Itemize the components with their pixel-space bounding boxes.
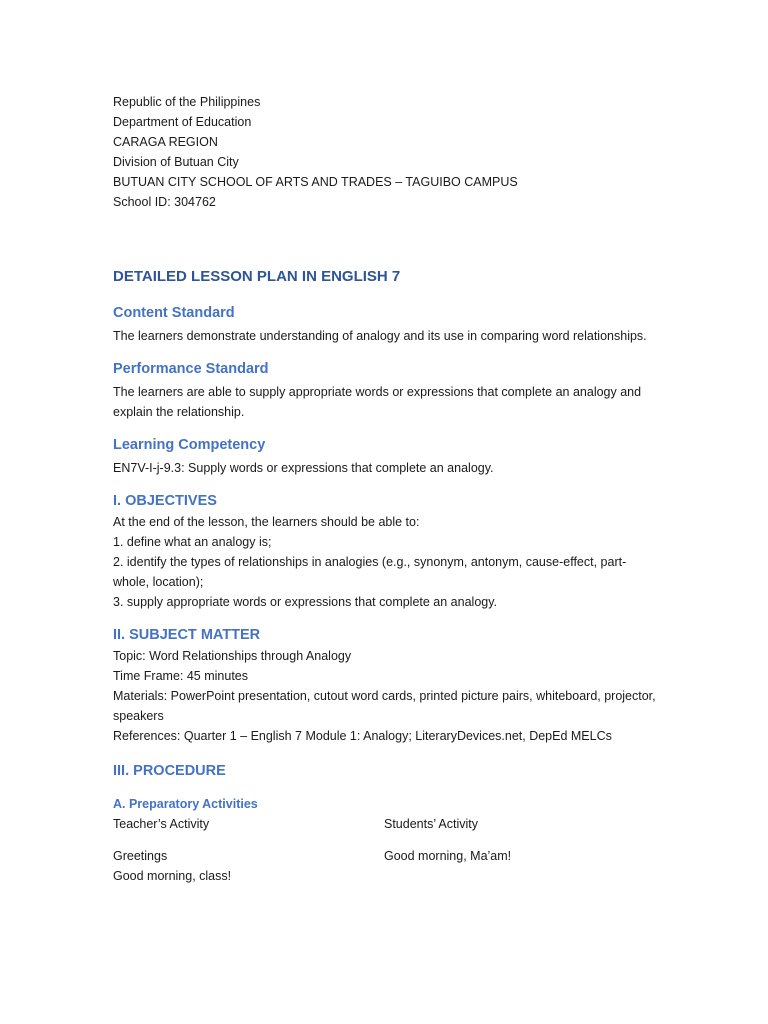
school-header: [113, 92, 658, 212]
objectives-heading: I. OBJECTIVES: [113, 493, 217, 509]
greetings-row: [113, 846, 658, 866]
procedure-section: [113, 760, 658, 886]
teacher-greeting-line: Good morning, class!: [113, 869, 232, 883]
header-school-id: School ID: 304762: [113, 195, 216, 209]
teacher-greetings-label: Greetings: [113, 849, 168, 863]
performance-standard-heading: Performance Standard: [113, 361, 269, 377]
header-region: CARAGA REGION: [113, 135, 218, 149]
subject-materials: Materials: PowerPoint presentation, cutout word cards, printed picture pairs, whiteboard, projector, speakers: [113, 689, 656, 723]
content-standard-heading: Content Standard: [113, 305, 235, 321]
performance-standard-section: [113, 358, 658, 422]
objectives-section: [113, 490, 658, 612]
header-republic: Republic of the Philippines: [113, 95, 261, 109]
learning-competency-text: EN7V-I-j-9.3: Supply words or expressions that complete an analogy.: [113, 461, 494, 475]
objectives-intro: At the end of the lesson, the learners should be able to:: [113, 515, 420, 529]
subject-matter-heading: II. SUBJECT MATTER: [113, 627, 261, 643]
subject-topic: Topic: Word Relationships through Analogy: [113, 649, 352, 663]
header-department: Department of Education: [113, 115, 252, 129]
subject-matter-section: [113, 624, 658, 746]
teacher-activity-column: Teacher’s Activity: [113, 817, 210, 831]
activity-columns-header: [113, 814, 658, 834]
objective-item: 3. supply appropriate words or expressions that complete an analogy.: [113, 595, 498, 609]
header-division: Division of Butuan City: [113, 155, 239, 169]
objective-item: 1. define what an analogy is;: [113, 535, 272, 549]
subject-time-frame: Time Frame: 45 minutes: [113, 669, 248, 683]
content-standard-section: [113, 302, 658, 346]
subject-references: References: Quarter 1 – English 7 Module 1: Analogy; LiteraryDevices.net, DepEd MELCs: [113, 729, 612, 743]
preparatory-activities-heading: A. Preparatory Activities: [113, 797, 258, 811]
students-activity-column: Students’ Activity: [384, 817, 479, 831]
objective-item: 2. identify the types of relationships in analogies (e.g., synonym, antonym, cause-effect, part-whole, location);: [113, 555, 627, 589]
header-school-name: BUTUAN CITY SCHOOL OF ARTS AND TRADES – TAGUIBO CAMPUS: [113, 175, 518, 189]
learning-competency-heading: Learning Competency: [113, 437, 266, 453]
document-title: DETAILED LESSON PLAN IN ENGLISH 7: [113, 268, 401, 285]
student-greeting-response: Good morning, Ma’am!: [384, 849, 512, 863]
learning-competency-section: [113, 434, 658, 478]
procedure-heading: III. PROCEDURE: [113, 763, 226, 779]
performance-standard-text: The learners are able to supply appropriate words or expressions that complete an analogy and explain the relationship.: [113, 385, 642, 419]
content-standard-text: The learners demonstrate understanding of analogy and its use in comparing word relationships.: [113, 329, 647, 343]
lesson-plan-document: [113, 92, 658, 886]
